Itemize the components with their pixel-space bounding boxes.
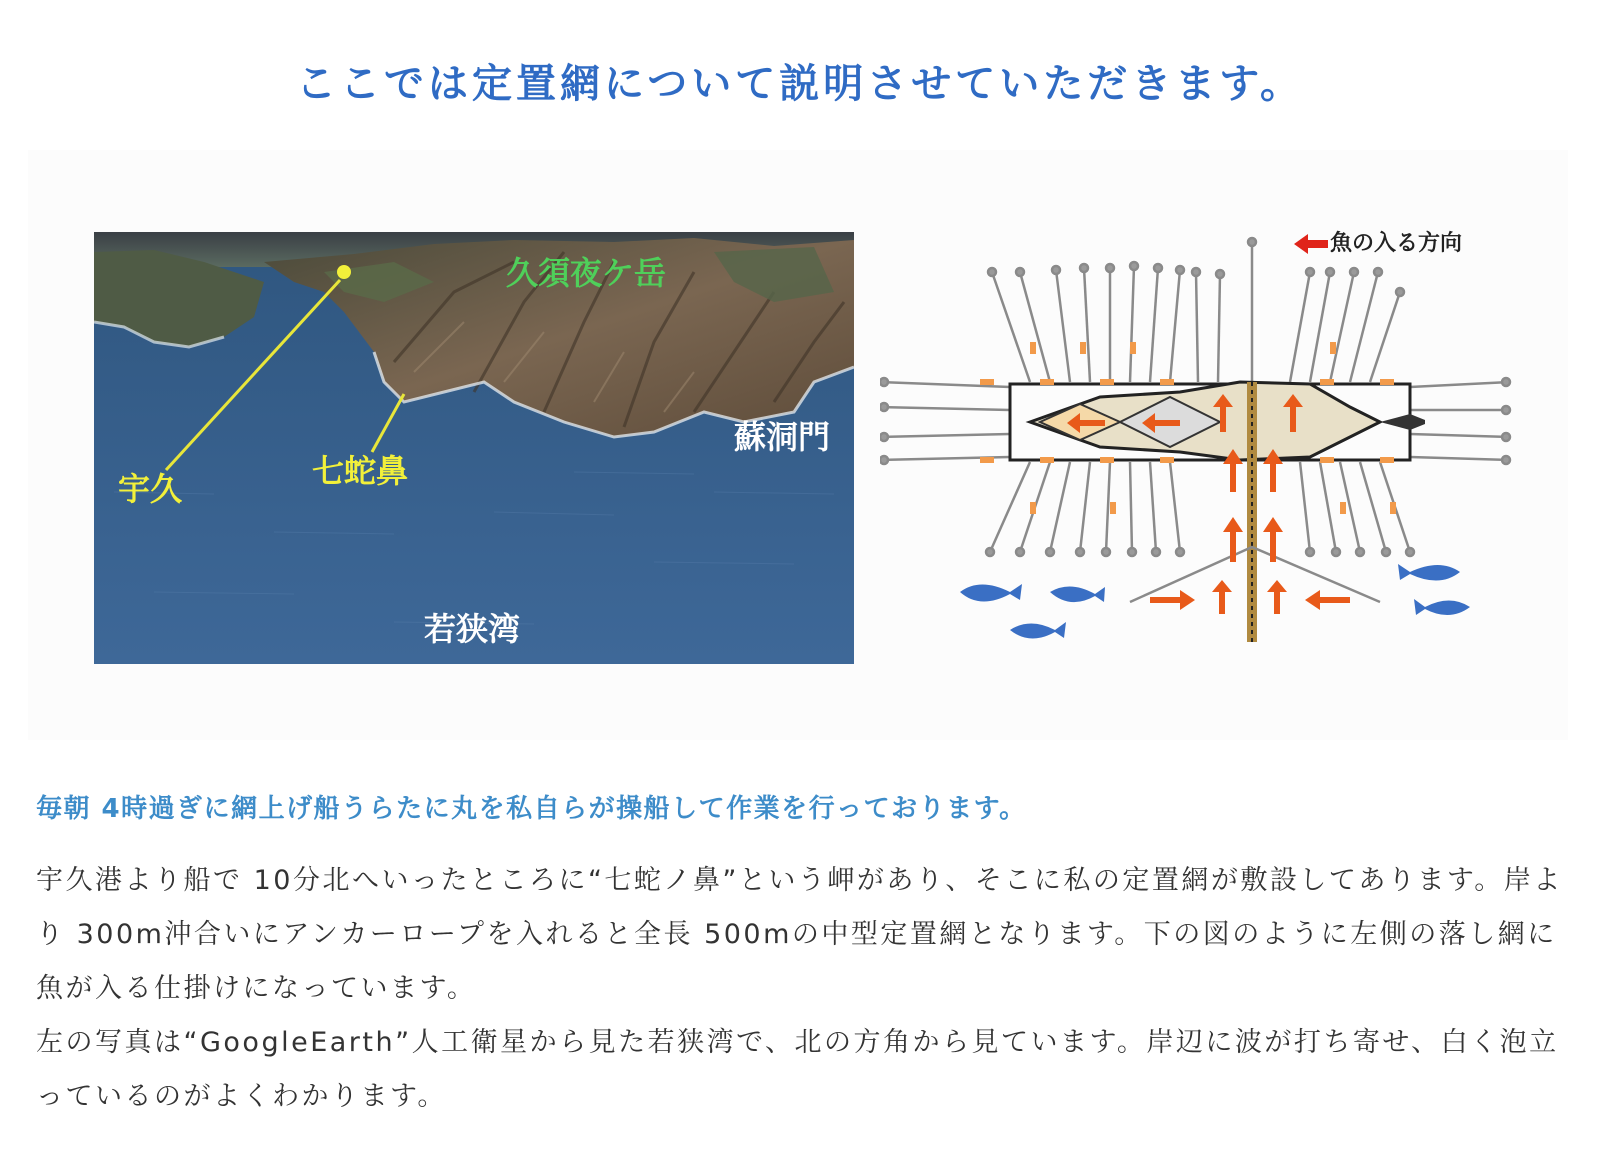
anchor-ropes-top	[988, 238, 1404, 382]
body-paragraph-1: 宇久港より船で 10分北へいったところに“七蛇ノ鼻”という岬があり、そこに私の定置網が敷設してあります。岸より 300m沖合いにアンカーロープを入れると全長 500mの中型定置網となります。下の図のように左側の落し網に魚が入る仕掛けになっています。	[36, 865, 1563, 1004]
legend-arrow-icon	[1294, 234, 1328, 254]
section-subheading: 毎朝 4時過ぎに網上げ船うらたに丸を私自らが操船して作業を行っております。	[36, 794, 1027, 824]
map-label-mountain: 久須夜ケ岳	[506, 254, 667, 292]
map-label-sotomon: 蘇洞門	[734, 418, 831, 456]
satellite-map-photo	[94, 232, 854, 664]
page-title: ここでは定置網について説明させていただきます。	[296, 61, 1304, 107]
diagram-legend-label: 魚の入る方向	[1330, 231, 1463, 256]
uku-port-marker	[337, 265, 351, 279]
fixed-net-diagram	[880, 232, 1550, 672]
map-label-uku: 宇久	[118, 470, 183, 508]
map-label-bay: 若狭湾	[424, 610, 521, 648]
body-text	[36, 854, 1576, 1124]
net-diagram-illustration	[880, 232, 1550, 672]
fish-icons	[960, 564, 1470, 639]
map-label-nanahebi: 七蛇鼻	[312, 452, 409, 490]
anchor-ropes-bottom	[986, 462, 1414, 556]
body-paragraph-2: 左の写真は“GoogleEarth”人工衛星から見た若狭湾で、北の方角から見ています。岸辺に波が打ち寄せ、白く泡立っているのがよくわかります。	[36, 1027, 1559, 1112]
